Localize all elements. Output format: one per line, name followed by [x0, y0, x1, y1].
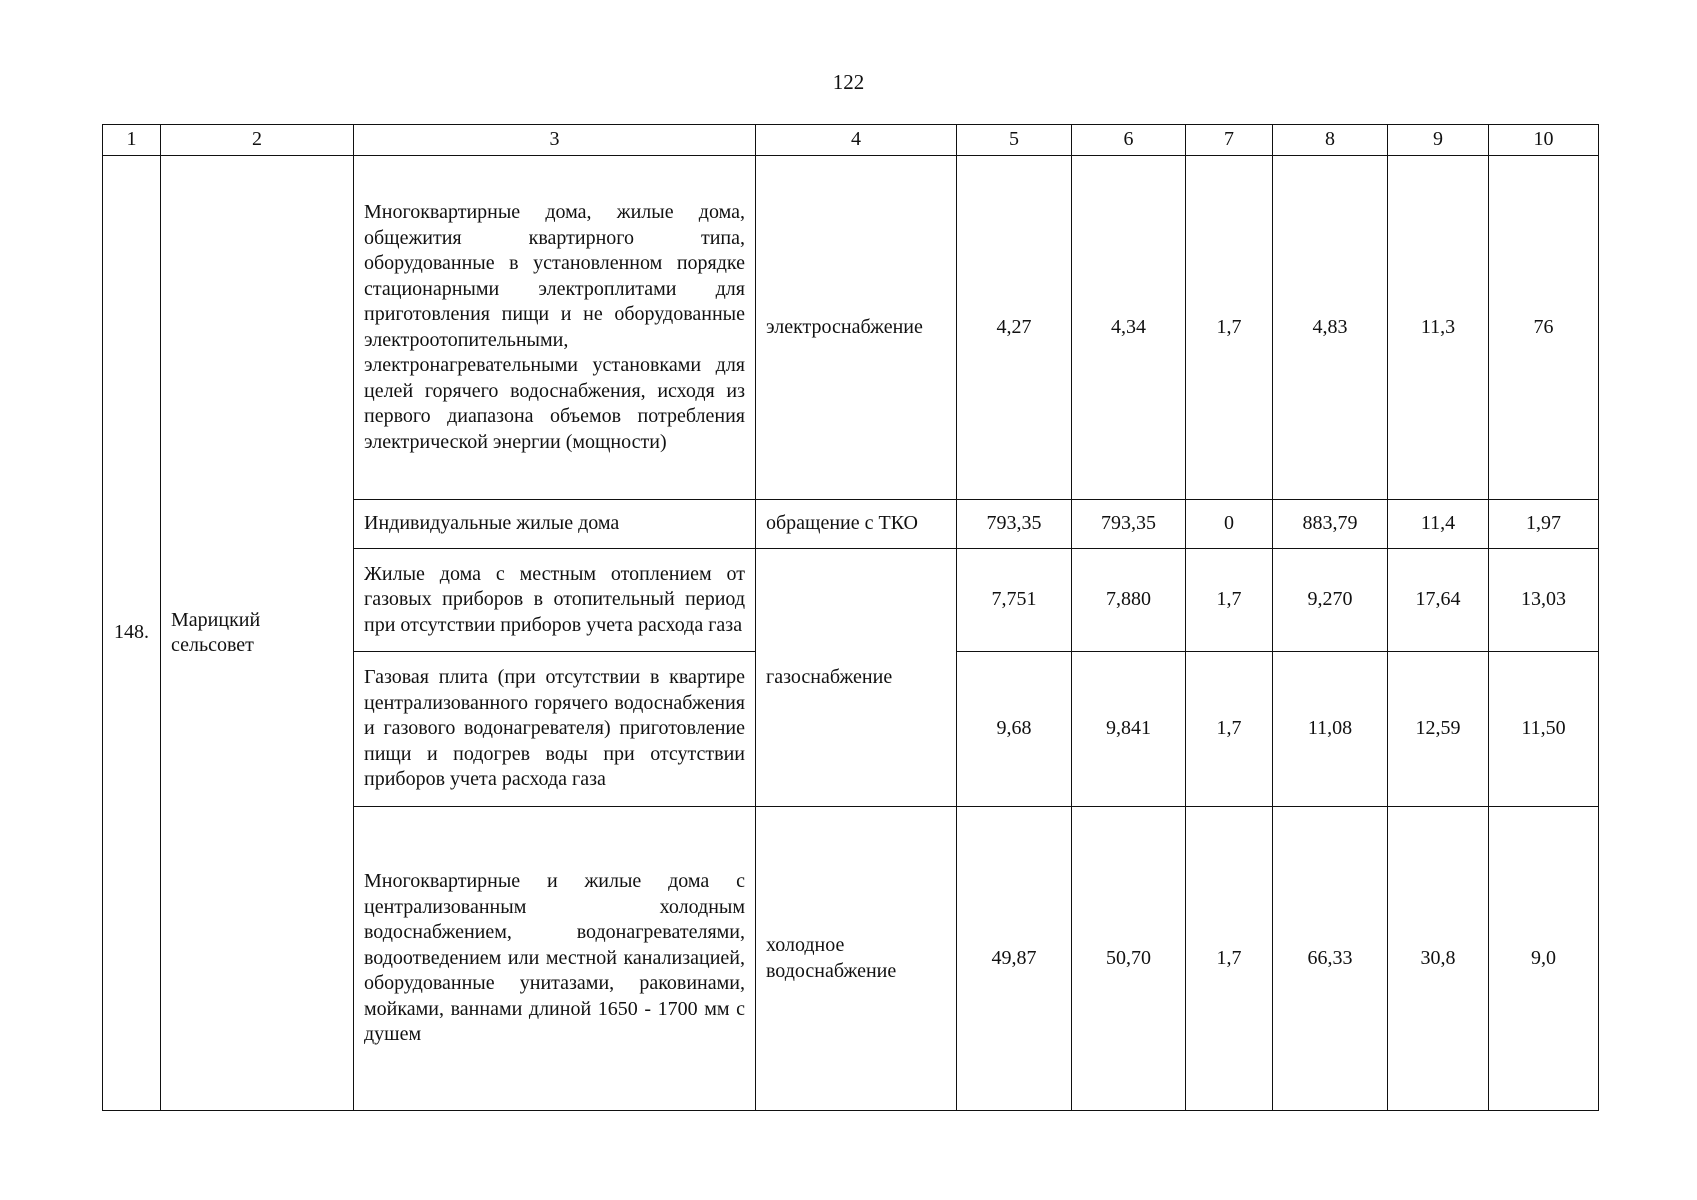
value-cell-col5: 793,35: [957, 500, 1072, 549]
value-cell-col6: 9,841: [1072, 652, 1186, 807]
description-cell: Жилые дома с местным отоплением от газовых приборов в отопительный период при отсутствии приборов учета расхода газа: [354, 549, 756, 652]
service-cell: газоснабжение: [756, 549, 957, 807]
value-cell-col8: 11,08: [1273, 652, 1388, 807]
page-number: 122: [832, 70, 865, 94]
column-header-10: 10: [1489, 125, 1599, 156]
value-cell-col7: 1,7: [1186, 156, 1273, 500]
column-header-9: 9: [1388, 125, 1489, 156]
value-cell-col10: 13,03: [1489, 549, 1599, 652]
value-cell-col7: 1,7: [1186, 549, 1273, 652]
value-cell-col8: 4,83: [1273, 156, 1388, 500]
value-cell-col9: 17,64: [1388, 549, 1489, 652]
row-number-cell: 148.: [103, 156, 161, 1111]
value-cell-col5: 7,751: [957, 549, 1072, 652]
description-cell: Газовая плита (при отсутствии в квартире централизованного горячего водоснабжения и газового водонагревателя) приготовление пищи и подогрев воды при отсутствии приборов учета расхода газа: [354, 652, 756, 807]
description-cell: Многоквартирные и жилые дома с централизованным холодным водоснабжением, водонагревателями, водоотведением или местной канализацией, оборудованные унитазами, раковинами, мойками, ваннами длиной 1650 - 1700 мм с душем: [354, 807, 756, 1111]
table-row: [103, 156, 1599, 500]
value-cell-col9: 12,59: [1388, 652, 1489, 807]
description-cell: Многоквартирные дома, жилые дома, общежития квартирного типа, оборудованные в установленном порядке стационарными электроплитами для приготовления пищи и не оборудованные электроотопительными, электронагревательными установками для целей горячего водоснабжения, исходя из первого диапазона объемов потребления электрической энергии (мощности): [354, 156, 756, 500]
value-cell-col5: 9,68: [957, 652, 1072, 807]
column-header-5: 5: [957, 125, 1072, 156]
municipality-cell: Марицкий сельсовет: [161, 156, 354, 1111]
column-header-1: 1: [103, 125, 161, 156]
value-cell-col8: 66,33: [1273, 807, 1388, 1111]
value-cell-col8: 883,79: [1273, 500, 1388, 549]
value-cell-col10: 11,50: [1489, 652, 1599, 807]
value-cell-col6: 793,35: [1072, 500, 1186, 549]
column-header-3: 3: [354, 125, 756, 156]
value-cell-col7: 1,7: [1186, 652, 1273, 807]
value-cell-col9: 30,8: [1388, 807, 1489, 1111]
column-header-6: 6: [1072, 125, 1186, 156]
value-cell-col8: 9,270: [1273, 549, 1388, 652]
value-cell-col6: 4,34: [1072, 156, 1186, 500]
column-header-7: 7: [1186, 125, 1273, 156]
value-cell-col10: 9,0: [1489, 807, 1599, 1111]
value-cell-col5: 4,27: [957, 156, 1072, 500]
value-cell-col6: 7,880: [1072, 549, 1186, 652]
value-cell-col9: 11,3: [1388, 156, 1489, 500]
value-cell-col10: 76: [1489, 156, 1599, 500]
column-header-4: 4: [756, 125, 957, 156]
service-cell: электроснабжение: [756, 156, 957, 500]
column-header-2: 2: [161, 125, 354, 156]
value-cell-col9: 11,4: [1388, 500, 1489, 549]
value-cell-col5: 49,87: [957, 807, 1072, 1111]
service-cell: холодное водоснабжение: [756, 807, 957, 1111]
value-cell-col6: 50,70: [1072, 807, 1186, 1111]
header-row: [103, 125, 1599, 156]
description-cell: Индивидуальные жилые дома: [354, 500, 756, 549]
tariff-table: [102, 124, 1599, 1111]
service-cell: обращение с ТКО: [756, 500, 957, 549]
value-cell-col7: 1,7: [1186, 807, 1273, 1111]
value-cell-col10: 1,97: [1489, 500, 1599, 549]
value-cell-col7: 0: [1186, 500, 1273, 549]
column-header-8: 8: [1273, 125, 1388, 156]
